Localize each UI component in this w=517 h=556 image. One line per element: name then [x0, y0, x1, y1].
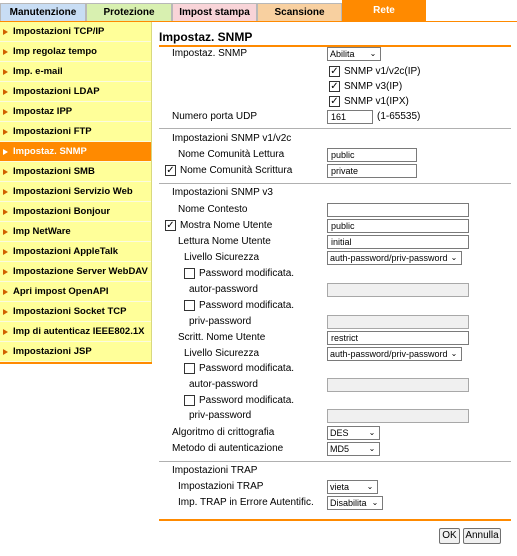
pw-changed-checkbox-1[interactable]: [184, 268, 195, 279]
chevron-down-icon: ⌄: [368, 428, 376, 437]
cancel-button[interactable]: Annulla: [463, 528, 501, 544]
write-community-input[interactable]: private: [327, 164, 417, 178]
trap-setting-label: Impostazioni TRAP: [178, 481, 264, 492]
udp-port-label: Numero porta UDP: [172, 111, 258, 122]
arrow-right-icon: [3, 289, 8, 295]
trap-heading: Impostazioni TRAP: [172, 465, 258, 476]
arrow-right-icon: [3, 129, 8, 135]
pw-changed-checkbox-2[interactable]: [184, 300, 195, 311]
write-user-label: Scritt. Nome Utente: [178, 332, 266, 343]
security-level-select-1[interactable]: auth-password/priv-password ⌄: [327, 251, 462, 265]
read-user-label: Lettura Nome Utente: [178, 236, 271, 247]
security-level-label-2: Livello Sicurezza: [184, 348, 260, 359]
arrow-right-icon: [3, 169, 8, 175]
sidebar-item-webdav[interactable]: Impostazione Server WebDAV: [0, 262, 151, 282]
sidebar-item-ipp[interactable]: Impostaz IPP: [0, 102, 151, 122]
divider: [159, 183, 511, 184]
context-name-label: Nome Contesto: [178, 204, 248, 215]
chevron-down-icon: ⌄: [371, 498, 379, 507]
arrow-right-icon: [3, 209, 8, 215]
trap-auth-error-select[interactable]: Disabilita ⌄: [327, 496, 383, 510]
pw-changed-label-1: Password modificata.: [199, 268, 295, 279]
show-user-checkbox[interactable]: ✓: [166, 220, 175, 231]
sidebar-item-ftp[interactable]: Impostazioni FTP: [0, 122, 151, 142]
ok-button[interactable]: OK: [439, 528, 460, 544]
tab-scansione[interactable]: Scansione: [257, 3, 342, 22]
form-bottom-line: [159, 519, 511, 521]
priv-password-input-1[interactable]: [327, 315, 469, 329]
priv-password-label-1: priv-password: [189, 316, 252, 327]
snmp-v3-checkbox[interactable]: ✓: [330, 81, 339, 92]
tab-manutenzione[interactable]: Manutenzione: [0, 3, 86, 22]
snmp-enable-select[interactable]: Abilita ⌄: [327, 47, 381, 61]
read-community-label: Nome Comunità Lettura: [178, 149, 285, 160]
arrow-right-icon: [3, 229, 8, 235]
sidebar-item-snmp[interactable]: Impostaz. SNMP: [0, 142, 151, 162]
write-community-checkbox[interactable]: ✓: [166, 165, 175, 176]
arrow-right-icon: [3, 69, 8, 75]
priv-password-input-2[interactable]: [327, 409, 469, 423]
pw-changed-label-3: Password modificata.: [199, 363, 295, 374]
arrow-right-icon: [3, 249, 8, 255]
trap-auth-error-label: Imp. TRAP in Errore Autentific.: [178, 497, 314, 508]
autor-password-input-1[interactable]: [327, 283, 469, 297]
sidebar-item-bonjour[interactable]: Impostazioni Bonjour: [0, 202, 151, 222]
encryption-label: Algoritmo di crittografia: [172, 427, 275, 438]
tab-impost-stampa[interactable]: Impost stampa: [172, 3, 257, 22]
security-level-select-2[interactable]: auth-password/priv-password ⌄: [327, 347, 462, 361]
arrow-right-icon: [3, 329, 8, 335]
priv-password-label-2: priv-password: [189, 410, 252, 421]
divider: [159, 128, 511, 129]
show-user-input[interactable]: public: [327, 219, 469, 233]
sidebar-item-time[interactable]: Imp regolaz tempo: [0, 42, 151, 62]
tab-protezione[interactable]: Protezione: [86, 3, 172, 22]
sidebar-bottom-line: [0, 362, 152, 364]
sidebar-item-appletalk[interactable]: Impostazioni AppleTalk: [0, 242, 151, 262]
v3-heading: Impostazioni SNMP v3: [172, 187, 273, 198]
security-level-label-1: Livello Sicurezza: [184, 252, 260, 263]
pw-changed-checkbox-3[interactable]: [184, 363, 195, 374]
arrow-right-icon: [3, 89, 8, 95]
pw-changed-label-2: Password modificata.: [199, 300, 295, 311]
read-community-input[interactable]: public: [327, 148, 417, 162]
trap-setting-select[interactable]: vieta ⌄: [327, 480, 378, 494]
arrow-right-icon: [3, 109, 8, 115]
write-community-label: Nome Comunità Scrittura: [180, 165, 293, 176]
tab-rete[interactable]: Rete: [342, 0, 426, 22]
chevron-down-icon: ⌄: [366, 482, 374, 491]
snmp-v1v2c-checkbox[interactable]: ✓: [330, 66, 339, 77]
arrow-right-icon: [3, 49, 8, 55]
read-user-input[interactable]: initial: [327, 235, 469, 249]
udp-port-input[interactable]: 161: [327, 110, 373, 124]
sidebar-item-openapi[interactable]: Apri impost OpenAPI: [0, 282, 151, 302]
sidebar-item-smb[interactable]: Impostazioni SMB: [0, 162, 151, 182]
sidebar: [0, 22, 152, 363]
udp-port-range: (1-65535): [377, 111, 421, 122]
arrow-right-icon: [3, 269, 8, 275]
chevron-down-icon: ⌄: [450, 349, 458, 358]
sidebar-item-ldap[interactable]: Impostazioni LDAP: [0, 82, 151, 102]
sidebar-item-netware[interactable]: Imp NetWare: [0, 222, 151, 242]
sidebar-item-web-service[interactable]: Impostazioni Servizio Web: [0, 182, 151, 202]
v1v2c-heading: Impostazioni SNMP v1/v2c: [172, 133, 292, 144]
chevron-down-icon: ⌄: [369, 49, 377, 58]
sidebar-item-ieee8021x[interactable]: Imp di autenticaz IEEE802.1X: [0, 322, 151, 342]
main-tabs: [0, 0, 517, 22]
snmp-v1ipx-label: SNMP v1(IPX): [344, 96, 409, 107]
auth-method-label: Metodo di autenticazione: [172, 443, 284, 454]
autor-password-label-1: autor-password: [189, 284, 258, 295]
sidebar-item-socket-tcp[interactable]: Impostazioni Socket TCP: [0, 302, 151, 322]
divider: [159, 461, 511, 462]
show-user-label: Mostra Nome Utente: [180, 220, 273, 231]
autor-password-input-2[interactable]: [327, 378, 469, 392]
arrow-right-icon: [3, 309, 8, 315]
sidebar-item-email[interactable]: Imp. e-mail: [0, 62, 151, 82]
pw-changed-checkbox-4[interactable]: [184, 395, 195, 406]
snmp-enable-label: Impostaz. SNMP: [172, 48, 248, 59]
encryption-select[interactable]: DES ⌄: [327, 426, 380, 440]
snmp-v1v2c-label: SNMP v1/v2c(IP): [344, 66, 421, 77]
chevron-down-icon: ⌄: [368, 444, 376, 453]
page-title: Impostaz. SNMP: [159, 30, 253, 44]
arrow-right-icon: [3, 349, 8, 355]
pw-changed-label-4: Password modificata.: [199, 395, 295, 406]
write-user-input[interactable]: restrict: [327, 331, 469, 345]
context-name-input[interactable]: [327, 203, 469, 217]
autor-password-label-2: autor-password: [189, 379, 258, 390]
snmp-v1ipx-checkbox[interactable]: ✓: [330, 96, 339, 107]
snmp-v3-label: SNMP v3(IP): [344, 81, 403, 92]
chevron-down-icon: ⌄: [450, 253, 458, 262]
sidebar-item-tcpip[interactable]: Impostazioni TCP/IP: [0, 22, 151, 42]
auth-method-select[interactable]: MD5 ⌄: [327, 442, 380, 456]
sidebar-item-jsp[interactable]: Impostazioni JSP: [0, 342, 151, 362]
arrow-right-icon: [3, 29, 8, 35]
arrow-right-icon: [3, 149, 8, 155]
arrow-right-icon: [3, 189, 8, 195]
